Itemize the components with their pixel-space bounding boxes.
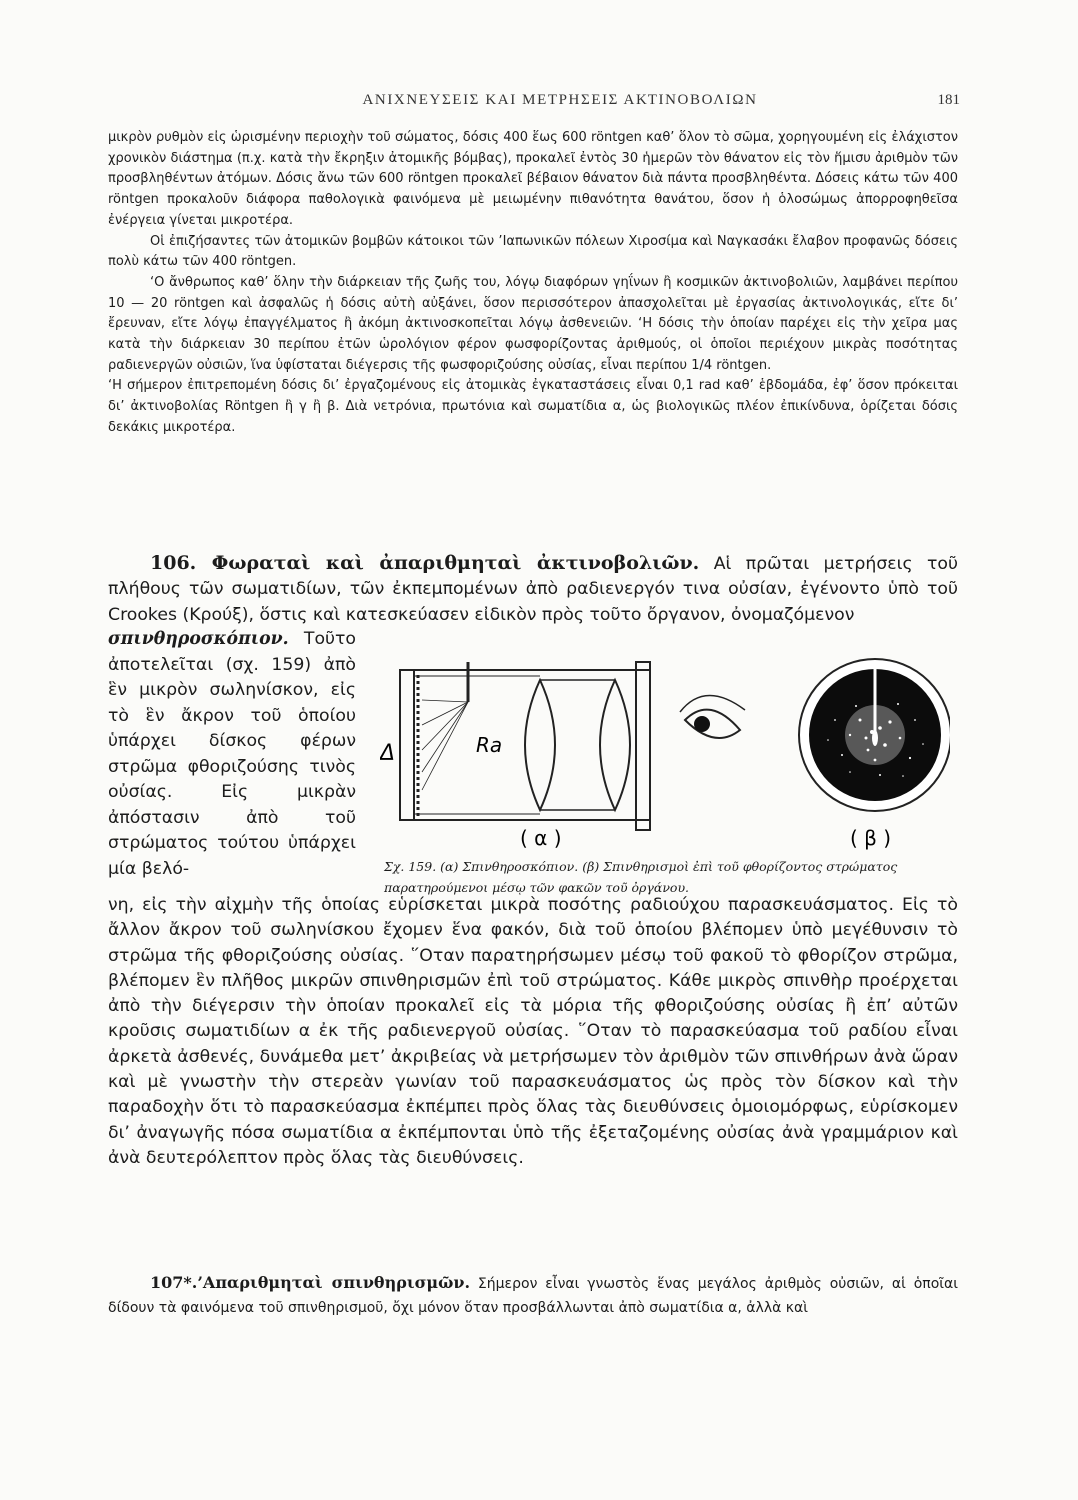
page-number: 181 bbox=[937, 92, 960, 108]
section-106-narrow-column bbox=[108, 627, 356, 882]
label-delta: Δ bbox=[380, 741, 396, 766]
needle-tip-view bbox=[872, 730, 878, 746]
paragraph-hiroshima: Οἱ ἐπιζήσαντες τῶν ἀτομικῶν βομβῶν κάτοικοι τῶν ’Ιαπωνικῶν πόλεων Χιροσίμα καὶ Ναγκασάκι ἔλαβον προφανῶς δόσεις πολὺ κάτω τῶν 400 röntgen. bbox=[108, 233, 958, 270]
section-106-intro-text: Αἱ πρῶται μετρήσεις τοῦ πλήθους τῶν σωματιδίων, τῶν ἐκπεμπομένων ἀπὸ ραδιενεργόν τινα οὐσίαν, ἐγένοντο ὑπὸ τοῦ Crookes (Κρούξ), ὅστις καὶ κατεσκεύασεν εἰδικὸν πρὸς τοῦτο ὄργανον, ὀνομαζόμενον bbox=[108, 554, 958, 625]
lens-2 bbox=[600, 680, 630, 810]
running-title: ΑΝΙΧΝΕΥΣΕΙΣ ΚΑΙ ΜΕΤΡΗΣΕΙΣ ΑΚΤΙΝΟΒΟΛΙΩΝ bbox=[362, 92, 758, 108]
narrow-column-text: Τοῦτο ἀποτελεῖται (σχ. 159) ἀπὸ ἓν μικρὸν σωληνίσκον, εἰς τὸ ἓν ἄκρον τοῦ ὁποίου ὑπάρχει δίσκος φέρων στρῶμα φθοριζούσης τινὸς οὐσίας. Εἰς μικρὰν ἀπόστασιν ἀπὸ τοῦ στρώματος τούτου ὑπάρχει μία βελό- bbox=[108, 629, 356, 879]
section-106-body bbox=[108, 893, 958, 1171]
term-spinthariscope: σπινθηροσκόπιον. bbox=[108, 629, 289, 649]
label-b: ( β ) bbox=[850, 826, 892, 850]
section-107-heading: 107*.’Απαριθμηταὶ σπινθηρισμῶν. bbox=[150, 1273, 471, 1292]
paragraph-lifetime-dose: ‘Ο ἄνθρωπος καθ’ ὅλην τὴν διάρκειαν τῆς ζωῆς του, λόγῳ διαφόρων γηΐνων ἢ κοσμικῶν ἀκτινοβολιῶν, λαμβάνει περίπου 10 — 20 röntgen καὶ ἀσφαλῶς ἡ δόσις αὐτὴ αὐξάνει, ὅσον περισσότερον ἀπασχολεῖται μὲ ἐργασίας ἀκτινολογικάς, εἴτε δι’ ἔρευναν, εἴτε λόγῳ ἐπαγγέλματος ἢ ἀκόμη ἀκτινοσκοπεῖται λόγῳ ἀσθενειῶν. ‘Η δόσις τὴν ὁποίαν παρέχει εἰς τὴν χεῖρα μας κατὰ τὴν διάρκειαν 30 περίπου ἐτῶν ὡρολόγιον φέρον φωσφορίζοντας ἀριθμούς, οἱ ὁποῖοι περιέχουν μικρὰς ποσότητας ραδιενεργῶν οὐσιῶν, ἵνα ὑφίσταται διέγερσις τῆς φωσφοριζούσης οὐσίας, εἶναι περίπου 1/4 röntgen. bbox=[108, 274, 958, 373]
lens-1 bbox=[525, 680, 555, 810]
section-107-text: Σήμερον εἶναι γνωστὸς ἕνας μεγάλος ἀριθμὸς οὐσιῶν, αἱ ὁποῖαι δίδουν τὰ φαινόμενα τοῦ σπινθηρισμοῦ, ὄχι μόνον ὅταν προσβάλλωνται ἀπὸ σωματίδια α, ἀλλὰ καὶ bbox=[108, 1276, 958, 1316]
top-text-block bbox=[108, 128, 958, 439]
section-106-heading: 106. Φωραταὶ καὶ ἀπαριθμηταὶ ἀκτινοβολιῶν. bbox=[150, 552, 700, 574]
section-106-body-text: νη, εἰς τὴν αἰχμὴν τῆς ὁποίας εὑρίσκεται μικρὰ ποσότης ραδιούχου παρασκευάσματος. Εἰς τὸ ἄλλον ἄκρον τοῦ σωληνίσκου ἔχομεν ἕνα φακόν, διὰ τοῦ ὁποίου βλέπομεν ὑπὸ μεγέθυνσιν τὸ στρῶμα τῆς φθοριζούσης οὐσίας. ῞Οταν παρατηρήσωμεν μέσῳ τοῦ φακοῦ τὸ φθορίζον στρῶμα, βλέπομεν ἓν πλῆθος μικρῶν σπινθηρισμῶν ἐπὶ τοῦ στρώματος. Κάθε μικρὸς σπινθὴρ προέρχεται ἀπὸ τὴν διέγερσιν τὴν ὁποίαν προκαλεῖ εἰς τὰ μόρια τῆς φθοριζούσης οὐσίας ἢ ἐπ’ αὐτῶν κροῦσις σωματιδίων α ἐκ τῆς ραδιενεργοῦ οὐσίας. ῞Οταν τὸ παρασκεύασμα τοῦ ραδίου εἶναι ἀρκετὰ ἀσθενές, δυνάμεθα μετ’ ἀκριβείας νὰ μετρήσωμεν τὸν ἀριθμὸν τῶν σπινθήρων ἀνὰ ὥραν καὶ μὲ γνωστὴν τὴν στερεὰν γωνίαν τοῦ παρασκευάσματος ὡς πρὸς τὸν δίσκον καὶ τὴν παραδοχὴν ὅτι τὸ παρασκεύασμα ἐκπέμπει πρὸς ὅλας τὰς διευθύνσεις ὁμοιομόρφως, εὑρίσκομεν δι’ ἀναγωγῆς πόσα σωματίδια α ἐκπέμπονται ὑπὸ τῆς ἐξεταζομένης οὐσίας ἀνὰ γραμμάριον καὶ ἀνὰ δευτερόλεπτον πρὸς ὅλας τὰς διευθύνσεις. bbox=[108, 895, 958, 1168]
paragraph-permitted-dose: ‘Η σήμερον ἐπιτρεπομένη δόσις δι’ ἐργαζομένους εἰς ἀτομικὰς ἐγκαταστάσεις εἶναι 0,1 rad καθ’ ἑβδομάδα, ἐφ’ ὅσον πρόκειται δι’ ἀκτινοβολίας Röntgen ἢ γ ἢ β. Διὰ νετρόνια, πρωτόνια καὶ σωματίδια α, ὡς βιολογικῶς πλέον ἐπικίνδυνα, ὁρίζεται δόσις δεκάκις μικροτέρα. bbox=[108, 378, 958, 435]
fluorescent-disk bbox=[400, 670, 414, 820]
alpha-rays bbox=[422, 700, 468, 790]
spinthariscope-diagram bbox=[380, 640, 950, 850]
label-a: ( α ) bbox=[520, 826, 562, 850]
label-ra: Ra bbox=[476, 733, 503, 757]
section-107 bbox=[108, 1271, 958, 1320]
eye-outline bbox=[685, 710, 740, 738]
scintillation-view bbox=[799, 659, 950, 811]
spinthariscope-drawing bbox=[380, 662, 745, 830]
figure-caption: Σχ. 159. (α) Σπινθηροσκόπιον. (β) Σπινθηρισμοὶ ἐπὶ τοῦ φθορίζοντος στρώματος παρατηρούμενοι μέσῳ τῶν φακῶν τοῦ ὀργάνου. bbox=[384, 859, 898, 895]
section-106-intro bbox=[108, 551, 958, 628]
eyepiece-ring bbox=[636, 662, 650, 830]
paragraph-dose-effects: μικρὸν ρυθμὸν εἰς ὡρισμένην περιοχὴν τοῦ σώματος, δόσις 400 ἕως 600 röntgen καθ’ ὅλον τὸ σῶμα, χορηγουμένη εἰς ἐλάχιστον χρονικὸν διάστημα (π.χ. κατὰ τὴν ἔκρηξιν ἀτομικῆς βόμβας), προκαλεῖ ἐντὸς 30 ἡμερῶν τὸν θάνατον εἰς τὸν ἥμισυ ἀριθμὸν τῶν προσβληθέντων ἀτόμων. Δόσις ἄνω τῶν 600 röntgen προκαλεῖ βέβαιον θάνατον διὰ πάντα προσβληθέντα. Δόσεις κάτω τῶν 400 röntgen προκαλοῦν διάφορα παθολογικὰ φαινόμενα μὲ μειωμένην πιθανότητα θανάτου, ὅσον ἡ ὁλοσώμως ἀπορροφηθεῖσα ἐνέργεια γίνεται μικροτέρα. bbox=[108, 130, 958, 228]
eye-pupil bbox=[694, 716, 710, 732]
